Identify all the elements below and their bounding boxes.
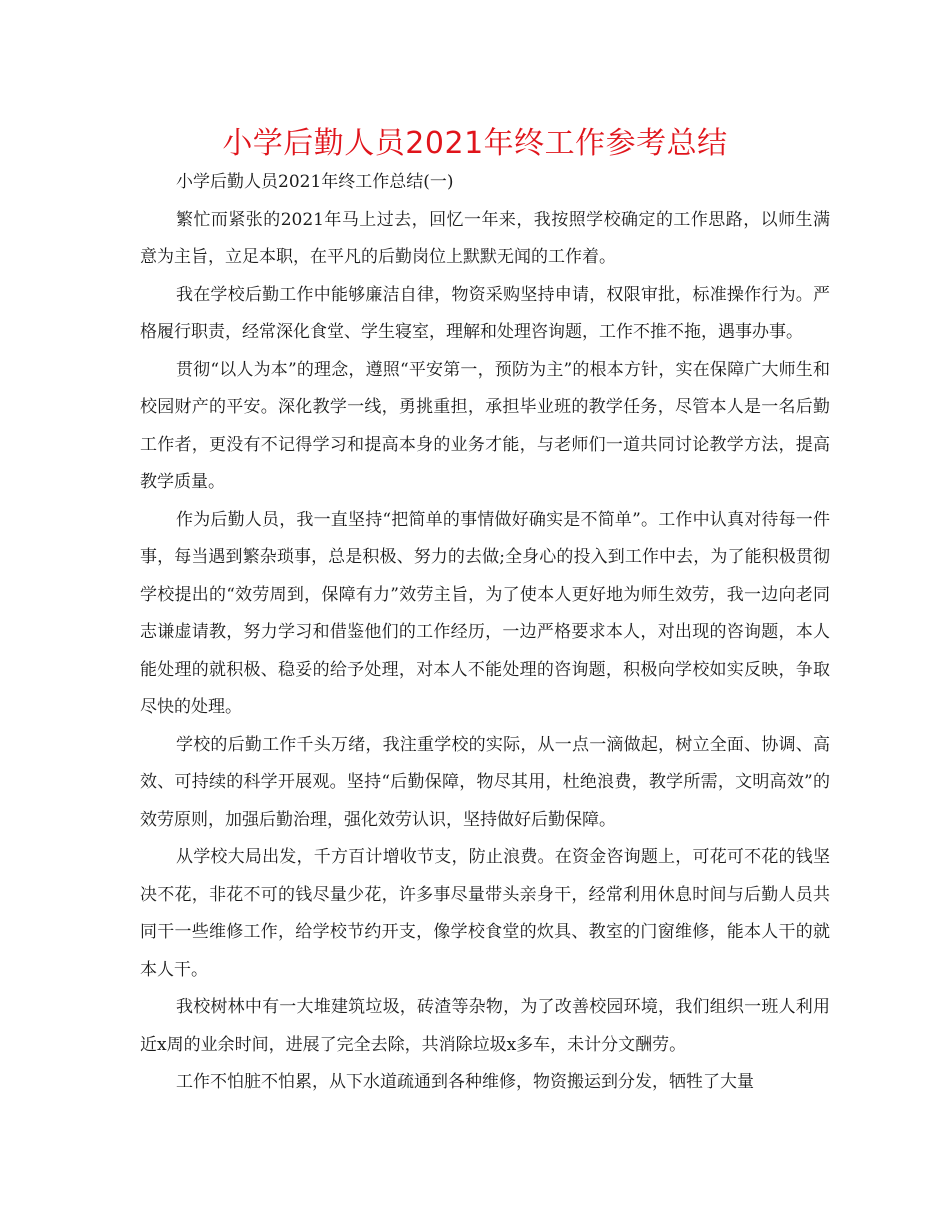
paragraph: 我校树林中有一大堆建筑垃圾，砖渣等杂物，为了改善校园环境，我们组织一班人利用近x周的业余时间，进展了完全去除，共消除垃圾x多车，未计分文酬劳。: [140, 997, 830, 1055]
paragraph-subtitle: 小学后勤人员2021年终工作总结(一): [176, 172, 454, 192]
paragraph: 工作不怕脏不怕累，从下水道疏通到各种维修，物资搬运到分发，牺牲了大量: [176, 1072, 754, 1092]
document-title: 小学后勤人员2021年终工作参考总结: [222, 126, 728, 161]
document-body: [140, 164, 830, 1102]
paragraph: 学校的后勤工作千头万绪，我注重学校的实际，从一点一滴做起，树立全面、协调、高效、可持续的科学开展观。坚持“后勤保障，物尽其用，杜绝浪费，教学所需，文明高效”的效劳原则，加强后勤治理，强化效劳认识，坚持做好后勤保障。: [140, 734, 830, 830]
paragraph: 我在学校后勤工作中能够廉洁自律，物资采购坚持申请，权限审批，标准操作行为。严格履行职责，经常深化食堂、学生寝室，理解和处理咨询题，工作不推不拖，遇事办事。: [140, 284, 830, 342]
paragraph: 贯彻“以人为本”的理念，遵照“平安第一，预防为主”的根本方针，实在保障广大师生和校园财产的平安。深化教学一线，勇挑重担，承担毕业班的教学任务，尽管本人是一名后勤工作者，更没有不记得学习和提高本身的业务才能，与老师们一道共同讨论教学方法，提高教学质量。: [140, 359, 830, 492]
paragraph: 繁忙而紧张的2021年马上过去，回忆一年来，我按照学校确定的工作思路，以师生满意为主旨，立足本职，在平凡的后勤岗位上默默无闻的工作着。: [140, 209, 830, 267]
paragraph: 作为后勤人员，我一直坚持“把简单的事情做好确实是不简单”。工作中认真对待每一件事，每当遇到繁杂琐事，总是积极、努力的去做;全身心的投入到工作中去，为了能积极贯彻学校提出的“效劳周到，保障有力”效劳主旨，为了使本人更好地为师生效劳，我一边向老同志谦虚请教，努力学习和借鉴他们的工作经历，一边严格要求本人，对出现的咨询题，本人能处理的就积极、稳妥的给予处理，对本人不能处理的咨询题，积极向学校如实反映，争取尽快的处理。: [140, 509, 830, 717]
paragraph: 从学校大局出发，千方百计增收节支，防止浪费。在资金咨询题上，可花可不花的钱坚决不花，非花不可的钱尽量少花，许多事尽量带头亲身干，经常利用休息时间与后勤人员共同干一些维修工作，给学校节约开支，像学校食堂的炊具、教室的门窗维修，能本人干的就本人干。: [140, 847, 830, 980]
